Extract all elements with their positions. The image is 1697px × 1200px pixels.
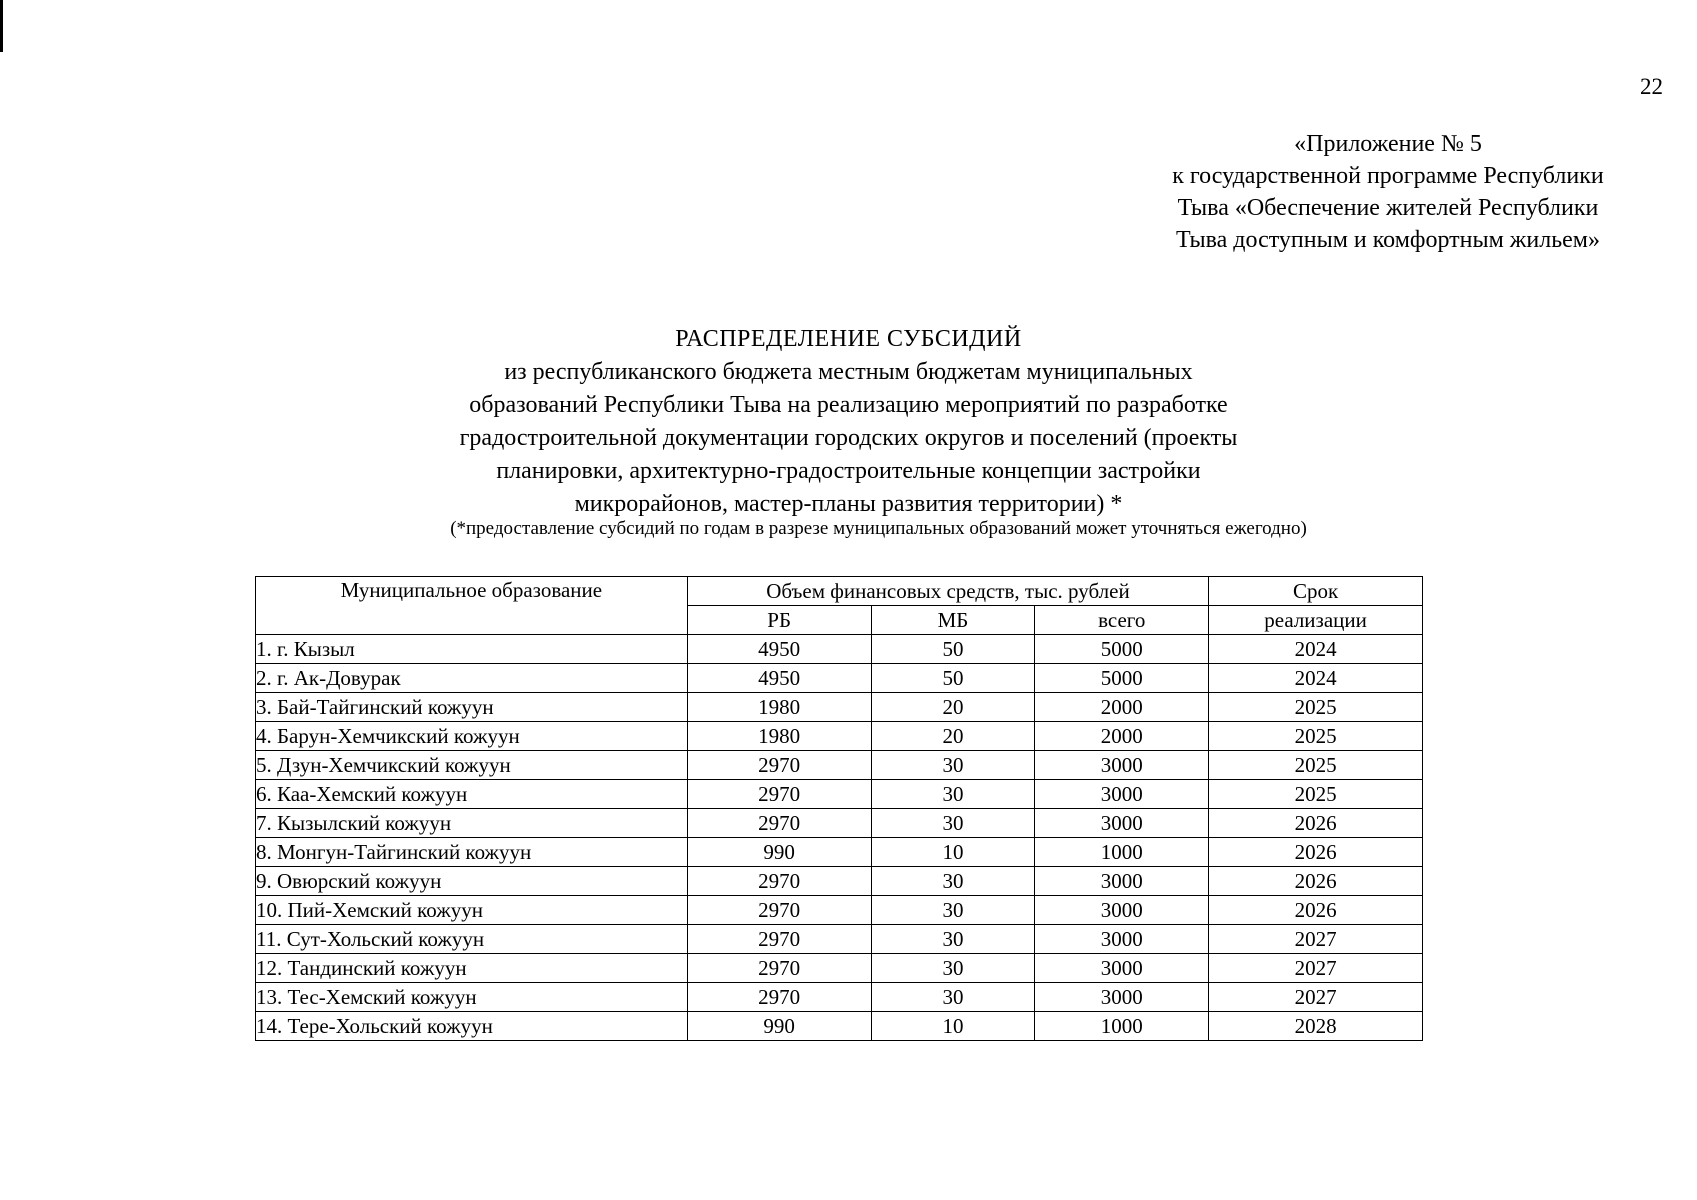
- cell-mb: 30: [871, 896, 1035, 925]
- page-number: 22: [1640, 74, 1663, 99]
- table-row: [256, 722, 1423, 751]
- table-row: [256, 635, 1423, 664]
- table-row: [256, 867, 1423, 896]
- cell-municipality: 11. Сут-Хольский кожуун: [256, 925, 688, 954]
- table-body: [256, 635, 1423, 1041]
- cell-municipality: 6. Каа-Хемский кожуун: [256, 780, 688, 809]
- header-term-bottom: реализации: [1209, 606, 1423, 635]
- header-mb: МБ: [871, 606, 1035, 635]
- footnote-note: (*предоставление субсидий по годам в разрезе муниципальных образований может уточняться ежегодно): [450, 518, 1307, 539]
- cell-rb: 4950: [687, 635, 871, 664]
- cell-mb: 30: [871, 809, 1035, 838]
- header-term-top: Срок: [1209, 577, 1423, 606]
- cell-total: 5000: [1035, 635, 1209, 664]
- cell-rb: 2970: [687, 809, 871, 838]
- title-main: РАСПРЕДЕЛЕНИЕ СУБСИДИЙ: [675, 326, 1022, 352]
- cell-year: 2027: [1209, 954, 1423, 983]
- cell-rb: 2970: [687, 925, 871, 954]
- cell-year: 2024: [1209, 664, 1423, 693]
- title-line: из республиканского бюджета местным бюджетам муниципальных: [504, 359, 1193, 385]
- title-line: образований Республики Тыва на реализацию мероприятий по разработке: [469, 392, 1228, 418]
- cell-rb: 2970: [687, 751, 871, 780]
- cell-municipality: 14. Тере-Хольский кожуун: [256, 1012, 688, 1041]
- cell-municipality: 9. Овюрский кожуун: [256, 867, 688, 896]
- document-title: [0, 323, 1697, 521]
- appendix-line: Тыва «Обеспечение жителей Республики: [1177, 195, 1599, 221]
- cell-mb: 50: [871, 664, 1035, 693]
- cell-rb: 2970: [687, 867, 871, 896]
- cell-total: 3000: [1035, 896, 1209, 925]
- header-total: всего: [1035, 606, 1209, 635]
- cell-rb: 2970: [687, 954, 871, 983]
- title-line: планировки, архитектурно-градостроительные концепции застройки: [496, 458, 1201, 484]
- cell-municipality: 13. Тес-Хемский кожуун: [256, 983, 688, 1012]
- cell-year: 2025: [1209, 751, 1423, 780]
- cell-year: 2026: [1209, 896, 1423, 925]
- header-municipality: Муниципальное образование: [256, 577, 688, 635]
- cell-rb: 1980: [687, 693, 871, 722]
- table-row: [256, 751, 1423, 780]
- cell-total: 3000: [1035, 751, 1209, 780]
- cell-municipality: 7. Кызылский кожуун: [256, 809, 688, 838]
- table-row: [256, 809, 1423, 838]
- cell-year: 2027: [1209, 925, 1423, 954]
- cell-total: 3000: [1035, 983, 1209, 1012]
- table-row: [256, 1012, 1423, 1041]
- page-edge-mark: [0, 0, 3, 52]
- cell-municipality: 12. Тандинский кожуун: [256, 954, 688, 983]
- table-row: [256, 664, 1423, 693]
- cell-total: 3000: [1035, 867, 1209, 896]
- cell-mb: 20: [871, 722, 1035, 751]
- cell-municipality: 8. Монгун-Тайгинский кожуун: [256, 838, 688, 867]
- appendix-line: к государственной программе Республики: [1172, 163, 1604, 189]
- table-row: [256, 954, 1423, 983]
- cell-mb: 10: [871, 1012, 1035, 1041]
- cell-municipality: 4. Барун-Хемчикский кожуун: [256, 722, 688, 751]
- cell-total: 2000: [1035, 693, 1209, 722]
- cell-total: 1000: [1035, 838, 1209, 867]
- subsidies-table: [255, 576, 1423, 1041]
- title-line: микрорайонов, мастер-планы развития территории) *: [574, 491, 1123, 517]
- cell-mb: 30: [871, 925, 1035, 954]
- table-row: [256, 983, 1423, 1012]
- cell-year: 2027: [1209, 983, 1423, 1012]
- header-rb: РБ: [687, 606, 871, 635]
- cell-rb: 2970: [687, 896, 871, 925]
- cell-year: 2026: [1209, 838, 1423, 867]
- cell-year: 2025: [1209, 693, 1423, 722]
- cell-total: 3000: [1035, 954, 1209, 983]
- cell-mb: 10: [871, 838, 1035, 867]
- cell-rb: 4950: [687, 664, 871, 693]
- table-header-row: [256, 577, 1423, 606]
- cell-municipality: 2. г. Ак-Довурак: [256, 664, 688, 693]
- table-row: [256, 780, 1423, 809]
- table-row: [256, 838, 1423, 867]
- cell-rb: 990: [687, 1012, 871, 1041]
- cell-year: 2024: [1209, 635, 1423, 664]
- cell-rb: 1980: [687, 722, 871, 751]
- cell-year: 2026: [1209, 867, 1423, 896]
- cell-mb: 30: [871, 751, 1035, 780]
- cell-total: 5000: [1035, 664, 1209, 693]
- cell-mb: 50: [871, 635, 1035, 664]
- cell-mb: 20: [871, 693, 1035, 722]
- cell-rb: 2970: [687, 983, 871, 1012]
- cell-municipality: 10. Пий-Хемский кожуун: [256, 896, 688, 925]
- cell-mb: 30: [871, 954, 1035, 983]
- cell-year: 2028: [1209, 1012, 1423, 1041]
- cell-mb: 30: [871, 867, 1035, 896]
- cell-mb: 30: [871, 780, 1035, 809]
- cell-year: 2026: [1209, 809, 1423, 838]
- cell-rb: 990: [687, 838, 871, 867]
- cell-total: 2000: [1035, 722, 1209, 751]
- appendix-heading: [1128, 128, 1648, 256]
- cell-year: 2025: [1209, 722, 1423, 751]
- header-funding: Объем финансовых средств, тыс. рублей: [687, 577, 1208, 606]
- cell-mb: 30: [871, 983, 1035, 1012]
- cell-rb: 2970: [687, 780, 871, 809]
- cell-total: 3000: [1035, 780, 1209, 809]
- appendix-line: Тыва доступным и комфортным жильем»: [1176, 227, 1600, 253]
- title-line: градостроительной документации городских округов и поселений (проекты: [459, 425, 1238, 451]
- cell-total: 3000: [1035, 925, 1209, 954]
- cell-municipality: 5. Дзун-Хемчикский кожуун: [256, 751, 688, 780]
- cell-total: 3000: [1035, 809, 1209, 838]
- cell-year: 2025: [1209, 780, 1423, 809]
- cell-total: 1000: [1035, 1012, 1209, 1041]
- cell-municipality: 1. г. Кызыл: [256, 635, 688, 664]
- cell-municipality: 3. Бай-Тайгинский кожуун: [256, 693, 688, 722]
- table-row: [256, 925, 1423, 954]
- appendix-line: «Приложение № 5: [1294, 131, 1482, 157]
- table-row: [256, 693, 1423, 722]
- table-row: [256, 896, 1423, 925]
